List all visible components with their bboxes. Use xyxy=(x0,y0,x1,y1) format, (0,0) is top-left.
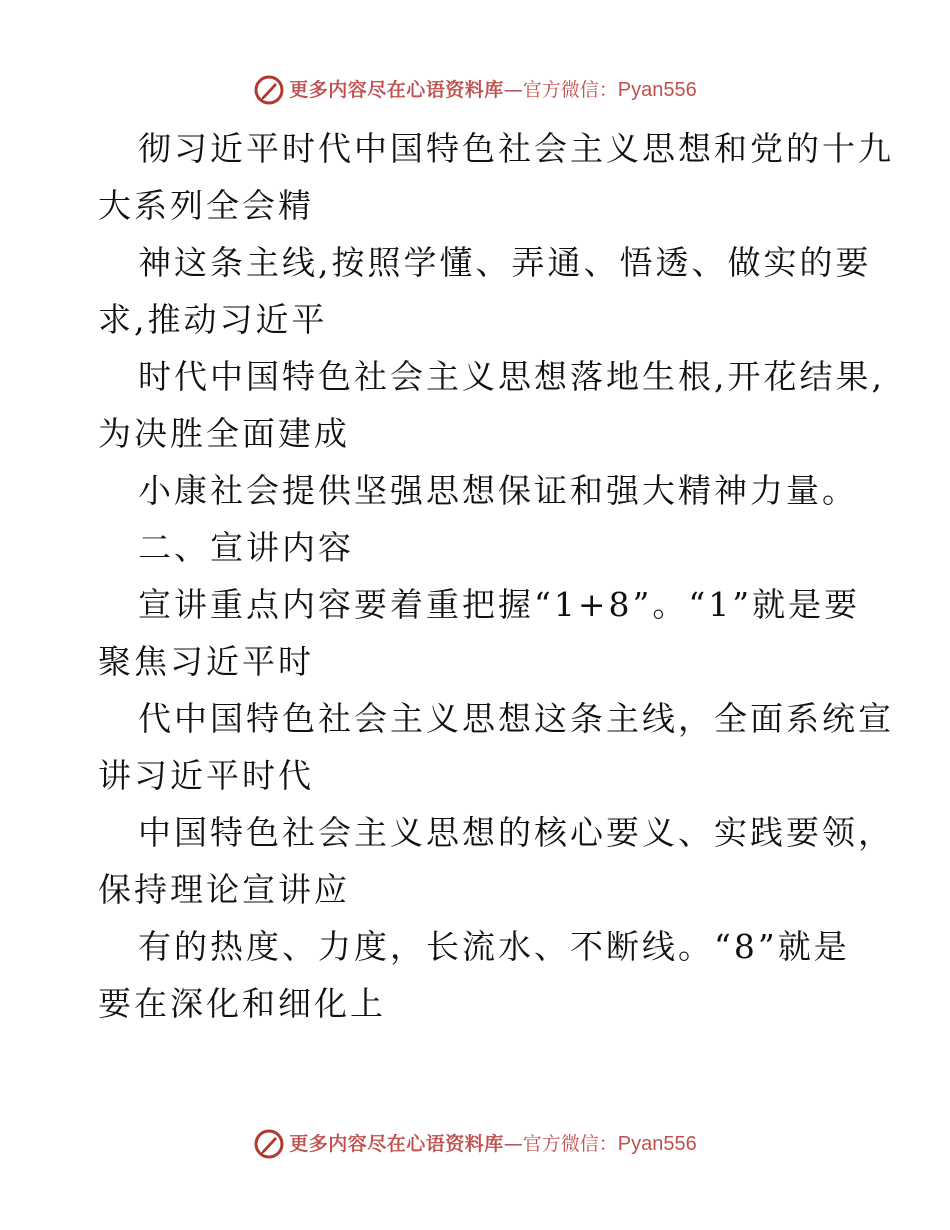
watermark-wechat-label: 官方微信： xyxy=(522,1133,618,1155)
text-line: 有的热度、力度，长流水、不断线。“8”就是 xyxy=(138,927,850,966)
text-line: 彻习近平时代中国特色社会主义思想和党的十九 xyxy=(138,129,894,168)
watermark-text: 更多内容尽在心语资料库 xyxy=(289,1133,504,1155)
text-line: 聚焦习近平时 xyxy=(98,642,314,681)
text-line: 保持理论宣讲应 xyxy=(98,870,350,909)
text-line: 神这条主线,按照学懂、弄通、悟透、做实的要 xyxy=(138,243,872,282)
document-body xyxy=(98,120,894,1032)
watermark-wechat-label: 官方微信： xyxy=(522,79,618,101)
watermark-dash: — xyxy=(503,79,523,101)
header-watermark xyxy=(0,74,950,106)
footer-watermark xyxy=(0,1128,950,1160)
text-line: 中国特色社会主义思想的核心要义、实践要领， xyxy=(138,813,894,852)
text-line: 时代中国特色社会主义思想落地生根,开花结果, xyxy=(138,357,885,396)
text-line: 小康社会提供坚强思想保证和强大精神力量。 xyxy=(138,471,858,510)
text-line: 宣讲重点内容要着重把握“1+8”。“1”就是要 xyxy=(138,585,861,624)
pen-logo-icon xyxy=(253,1128,285,1160)
text-line: 为决胜全面建成 xyxy=(98,414,350,453)
text-line: 求,推动习近平 xyxy=(98,300,328,339)
text-line: 讲习近平时代 xyxy=(98,756,314,795)
text-line: 大系列全会精 xyxy=(98,186,314,225)
watermark-text: 更多内容尽在心语资料库 xyxy=(289,79,504,101)
watermark-wechat-id: Pyan556 xyxy=(617,1133,697,1155)
pen-logo-icon xyxy=(253,74,285,106)
section-heading: 二、宣讲内容 xyxy=(138,528,354,567)
text-line: 要在深化和细化上 xyxy=(98,984,386,1023)
text-line: 代中国特色社会主义思想这条主线，全面系统宣 xyxy=(138,699,894,738)
watermark-wechat-id: Pyan556 xyxy=(617,79,697,101)
watermark-dash: — xyxy=(503,1133,523,1155)
